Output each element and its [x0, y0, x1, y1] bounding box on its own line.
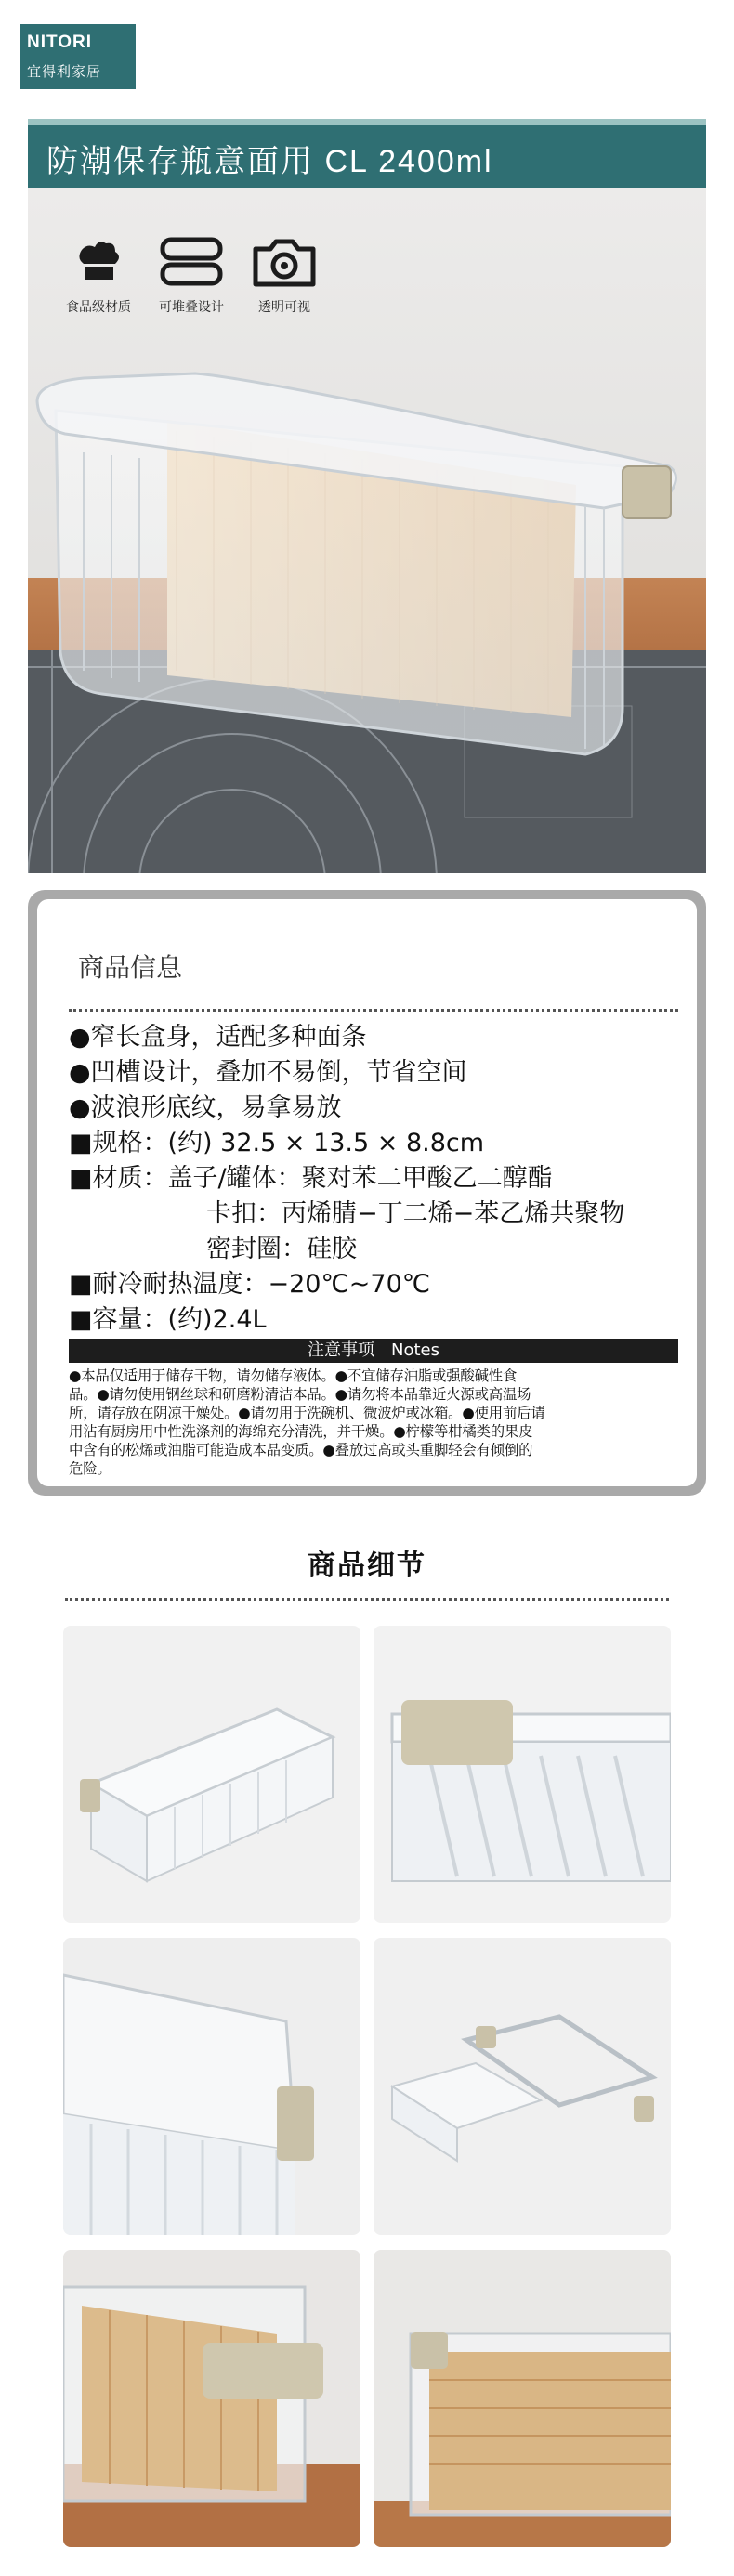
bullet-item: ●凹槽设计，叠加不易倒，节省空间	[69, 1058, 467, 1087]
notes-line: 用沾有厨房用中性洗涤剂的海绵充分清洗，并干燥。●柠檬等柑橘类的果皮	[69, 1423, 533, 1440]
feature-food-grade	[52, 236, 145, 316]
brand-logo	[20, 24, 136, 89]
notes-text	[69, 1366, 678, 1478]
spec-list	[69, 1020, 682, 1338]
stack-icon	[159, 236, 224, 288]
spec-material-clip: 卡扣：丙烯腈−丁二烯−苯乙烯共聚物	[206, 1199, 625, 1228]
bullet-item: ●波浪形底纹，易拿易放	[69, 1093, 342, 1122]
detail-photo-4	[374, 1938, 671, 2235]
dotted-divider	[69, 1009, 678, 1012]
product-title: 防潮保存瓶意面用 CL 2400ml	[46, 144, 493, 179]
feature-label-food-grade: 食品级材质	[66, 300, 131, 315]
detail-photo-2	[374, 1626, 671, 1923]
chef-hat-icon	[72, 236, 125, 288]
feature-stackable	[145, 236, 238, 316]
product-info-panel	[37, 899, 697, 1486]
title-bar	[28, 119, 706, 188]
detail-photo-5	[63, 2250, 360, 2547]
info-heading: 商品信息	[78, 952, 183, 983]
notes-title: 注意事项 Notes	[69, 1339, 678, 1363]
detail-photo-1	[63, 1626, 360, 1923]
spec-capacity: ■容量：(约)2.4L	[69, 1305, 267, 1334]
camera-icon	[252, 236, 317, 288]
spec-temperature: ■耐冷耐热温度：−20℃~70℃	[69, 1270, 431, 1299]
product-info-card	[28, 890, 706, 1496]
feature-label-stackable: 可堆叠设计	[159, 300, 224, 315]
brand-name: NITORI	[27, 33, 93, 52]
hero-image	[28, 188, 706, 873]
feature-label-transparent: 透明可视	[258, 300, 310, 315]
notes-line: 所，请存放在阴凉干燥处。●请勿用于洗碗机、微波炉或冰箱。●使用前后请	[69, 1405, 545, 1421]
spec-material-seal: 密封圈：硅胶	[206, 1235, 357, 1263]
details-title: 商品细节	[308, 1550, 426, 1582]
feature-transparent	[238, 236, 331, 316]
bullet-item: ●窄长盒身，适配多种面条	[69, 1023, 367, 1052]
detail-photo-6	[374, 2250, 671, 2547]
notes-line: ●本品仅适用于储存干物，请勿储存液体。●不宜储存油脂或强酸碱性食	[69, 1367, 518, 1384]
notes-line: 品。●请勿使用钢丝球和研磨粉清洁本品。●请勿将本品靠近火源或高温场	[69, 1386, 531, 1403]
brand-name-cn: 宜得利家居	[27, 63, 102, 80]
details-dotted-divider	[65, 1598, 669, 1601]
spec-material: ■材质：盖子/罐体：聚对苯二甲酸乙二醇酯	[69, 1164, 553, 1193]
notes-line: 危险。	[69, 1460, 111, 1477]
spec-size: ■规格：(约) 32.5 × 13.5 × 8.8cm	[69, 1129, 485, 1157]
detail-photo-3	[63, 1938, 360, 2235]
notes-line: 中含有的松烯或油脂可能造成本品变质。●叠放过高或头重脚轻会有倾倒的	[69, 1442, 533, 1458]
